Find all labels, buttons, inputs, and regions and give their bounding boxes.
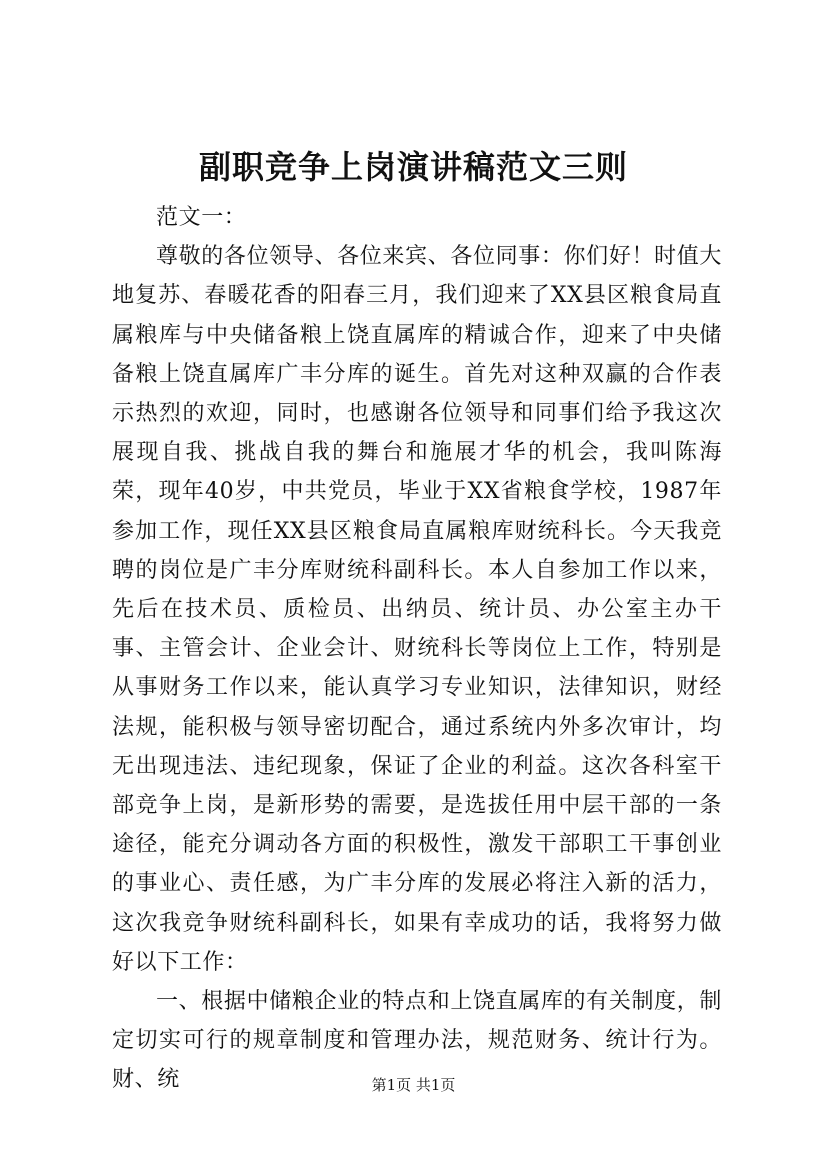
- body-paragraph: 尊敬的各位领导、各位来宾、各位同事：你们好！时值大地复苏、春暖花香的阳春三月，我们迎来了XX县区粮食局直属粮库与中央储备粮上饶直属库的精诚合作，迎来了中央储备粮上饶直属库广丰分库的诞生。首先对这种双赢的合作表示热烈的欢迎，同时，也感谢各位领导和同事们给予我这次展现自我、挑战自我的舞台和施展才华的机会，我叫陈海荣，现年40岁，中共党员，毕业于XX省粮食学校，1987年参加工作，现任XX县区粮食局直属粮库财统科长。今天我竞聘的岗位是广丰分库财统科副科长。本人自参加工作以来，先后在技术员、质检员、出纳员、统计员、办公室主办干事、主管会计、企业会计、财统科长等岗位上工作，特别是从事财务工作以来，能认真学习专业知识，法律知识，财经法规，能积极与领导密切配合，通过系统内外多次审计，均无出现违法、违纪现象，保证了企业的利益。这次各科室干部竞争上岗，是新形势的需要，是选拔任用中层干部的一条途径，能充分调动各方面的积极性，激发干部职工干事创业的事业心、责任感，为广丰分库的发展必将注入新的活力，这次我竞争财统科副科长，如果有幸成功的话，我将努力做好以下工作：: [112, 244, 722, 975]
- section-heading: 范文一：: [156, 205, 247, 230]
- document-body: [112, 198, 722, 1100]
- body-paragraph: 一、根据中储粮企业的特点和上饶直属库的有关制度，制定切实可行的规章制度和管理办法，规范财务、统计行为。财、统: [112, 989, 722, 1093]
- document-title: 副职竞争上岗演讲稿范文三则: [198, 148, 628, 186]
- page-number-footer: 第1页 共1页: [371, 1076, 456, 1094]
